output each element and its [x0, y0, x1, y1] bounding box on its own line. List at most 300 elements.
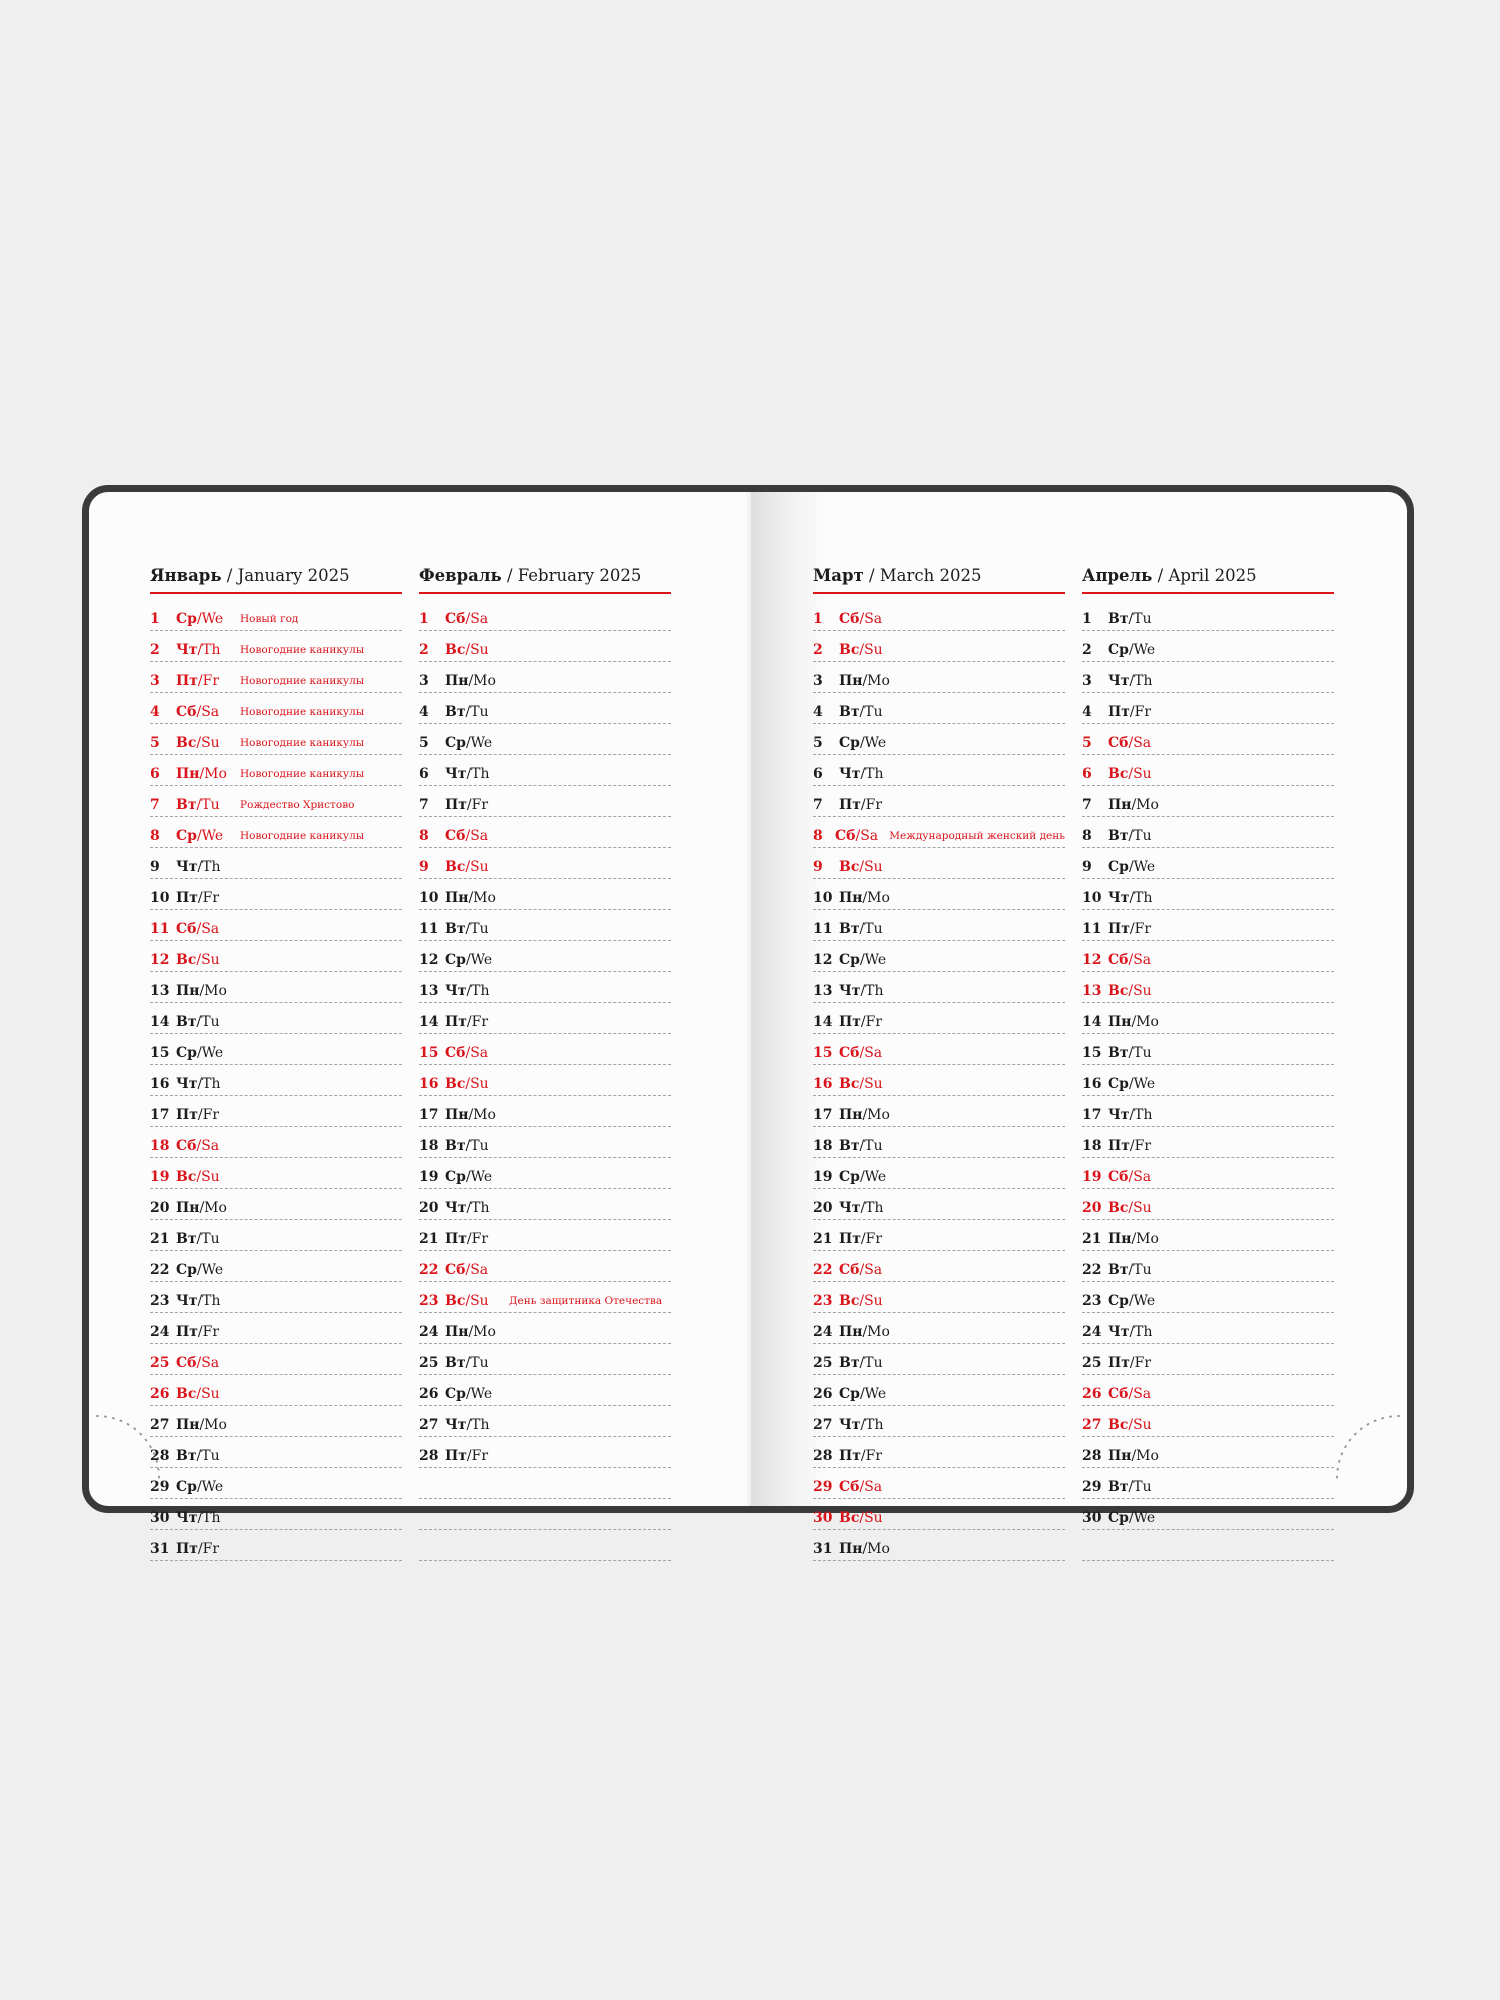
day-row	[150, 1128, 402, 1158]
weekday-en: /Mo	[199, 1417, 227, 1433]
weekday-en: /We	[465, 1386, 493, 1402]
day-number: 31	[813, 1541, 833, 1557]
day-list	[813, 601, 1065, 1561]
weekday-en: /Mo	[199, 983, 227, 999]
day-number: 7	[150, 797, 160, 813]
weekday	[1108, 1386, 1172, 1402]
day-row	[419, 787, 671, 817]
weekday-en: /Tu	[1128, 1045, 1152, 1061]
weekday-en: /Mo	[1131, 1231, 1159, 1247]
weekday-ru: Вт	[176, 1014, 197, 1030]
day-row	[150, 1500, 402, 1530]
weekday-ru: Пт	[176, 1541, 198, 1557]
weekday	[839, 890, 903, 906]
weekday	[1108, 1355, 1172, 1371]
day-number: 7	[1082, 797, 1092, 813]
weekday-ru: Ср	[1108, 859, 1129, 875]
day-number: 12	[150, 952, 170, 968]
weekday-ru: Сб	[445, 828, 466, 844]
weekday	[445, 1355, 509, 1371]
weekday-ru: Вт	[1108, 828, 1129, 844]
day-number: 28	[813, 1448, 833, 1464]
weekday	[445, 735, 509, 751]
weekday	[835, 828, 889, 844]
weekday-ru: Ср	[839, 1386, 860, 1402]
weekday-en: /Sa	[1128, 952, 1152, 968]
month-april	[1082, 565, 1334, 1562]
day-number: 21	[1082, 1231, 1102, 1247]
weekday-ru: Ср	[445, 1386, 466, 1402]
day-number: 27	[813, 1417, 833, 1433]
weekday-ru: Вс	[839, 1076, 860, 1092]
weekday-ru: Чт	[445, 1417, 467, 1433]
weekday-ru: Пн	[839, 673, 863, 689]
day-row	[419, 1314, 671, 1344]
day-number: 5	[419, 735, 429, 751]
weekday-ru: Пн	[839, 1324, 863, 1340]
weekday	[445, 611, 509, 627]
day-number: 2	[813, 642, 823, 658]
day-row	[150, 1252, 402, 1282]
day-number: 3	[150, 673, 160, 689]
day-number: 5	[813, 735, 823, 751]
weekday-en: /Su	[859, 1293, 883, 1309]
weekday	[445, 828, 509, 844]
month-march	[813, 565, 1065, 1562]
day-number: 25	[419, 1355, 439, 1371]
day-number: 8	[150, 828, 160, 844]
weekday-en: /Mo	[862, 1107, 890, 1123]
weekday-en: /Fr	[1129, 1138, 1152, 1154]
day-number: 12	[419, 952, 439, 968]
weekday-ru: Пн	[1108, 797, 1132, 813]
day-row	[1082, 1004, 1334, 1034]
weekday-ru: Пн	[1108, 1231, 1132, 1247]
day-row	[1082, 1314, 1334, 1344]
weekday-en: /Tu	[465, 704, 489, 720]
day-number: 19	[150, 1169, 170, 1185]
day-row	[1082, 942, 1334, 972]
weekday-ru: Чт	[839, 983, 861, 999]
day-number: 18	[419, 1138, 439, 1154]
day-list	[1082, 601, 1334, 1561]
weekday-en: /Su	[1128, 983, 1152, 999]
day-row	[150, 1469, 402, 1499]
weekday-en: /Th	[466, 1200, 490, 1216]
day-row	[813, 1407, 1065, 1437]
weekday-en: /Tu	[859, 1138, 883, 1154]
weekday-en: /Th	[1129, 1107, 1153, 1123]
day-row	[1082, 1469, 1334, 1499]
weekday	[839, 766, 903, 782]
weekday-ru: Чт	[1108, 1324, 1130, 1340]
weekday-ru: Ср	[445, 735, 466, 751]
day-row	[419, 942, 671, 972]
weekday-ru: Чт	[839, 766, 861, 782]
weekday	[176, 1045, 240, 1061]
weekday	[445, 890, 509, 906]
weekday	[1108, 1076, 1172, 1092]
day-row	[1082, 1283, 1334, 1313]
weekday-ru: Чт	[1108, 890, 1130, 906]
weekday	[1108, 921, 1172, 937]
day-row	[1082, 1190, 1334, 1220]
weekday-en: /We	[859, 1386, 887, 1402]
day-number: 30	[813, 1510, 833, 1526]
day-number: 20	[419, 1200, 439, 1216]
weekday-en: /Mo	[1131, 1014, 1159, 1030]
day-row	[1082, 818, 1334, 848]
weekday-ru: Сб	[1108, 1386, 1129, 1402]
day-number: 11	[813, 921, 833, 937]
day-row	[813, 756, 1065, 786]
weekday-ru: Чт	[176, 642, 198, 658]
day-row	[419, 1190, 671, 1220]
weekday	[1108, 1200, 1172, 1216]
weekday-ru: Пт	[1108, 704, 1130, 720]
weekday-en: /Tu	[859, 921, 883, 937]
weekday	[445, 1200, 509, 1216]
day-number: 3	[813, 673, 823, 689]
weekday	[839, 1293, 903, 1309]
weekday-ru: Вт	[445, 1355, 466, 1371]
day-number: 17	[813, 1107, 833, 1123]
day-number: 27	[1082, 1417, 1102, 1433]
weekday	[839, 797, 903, 813]
weekday	[445, 1045, 509, 1061]
weekday	[839, 983, 903, 999]
day-row	[1082, 911, 1334, 941]
weekday-ru: Пт	[1108, 921, 1130, 937]
day-row	[813, 1128, 1065, 1158]
weekday-en: /Th	[197, 1076, 221, 1092]
day-row	[150, 1004, 402, 1034]
day-row	[1082, 880, 1334, 910]
day-number: 4	[419, 704, 429, 720]
weekday-ru: Пт	[176, 673, 198, 689]
month-header	[813, 565, 1065, 594]
weekday	[445, 1014, 509, 1030]
weekday-ru: Пт	[176, 890, 198, 906]
weekday-ru: Вт	[1108, 1262, 1129, 1278]
day-number: 28	[150, 1448, 170, 1464]
weekday-en: /Fr	[197, 890, 220, 906]
weekday	[839, 1045, 903, 1061]
day-row	[813, 601, 1065, 631]
weekday-en: /Tu	[859, 704, 883, 720]
weekday-en: /Fr	[466, 1448, 489, 1464]
day-row	[150, 849, 402, 879]
day-number: 24	[150, 1324, 170, 1340]
weekday	[445, 1293, 509, 1309]
day-number: 13	[813, 983, 833, 999]
day-number: 1	[1082, 611, 1092, 627]
weekday-en: /We	[196, 1045, 224, 1061]
weekday-en: /Su	[196, 1386, 220, 1402]
day-row	[1082, 1345, 1334, 1375]
weekday-ru: Пн	[445, 673, 469, 689]
planner-spread	[82, 485, 1414, 1557]
weekday-en: /We	[1128, 1293, 1156, 1309]
day-number: 26	[813, 1386, 833, 1402]
day-number: 4	[1082, 704, 1092, 720]
day-row	[1082, 725, 1334, 755]
weekday-ru: Чт	[176, 1293, 198, 1309]
weekday-ru: Вт	[176, 1231, 197, 1247]
day-number: 30	[1082, 1510, 1102, 1526]
day-row	[419, 1376, 671, 1406]
day-row	[150, 1159, 402, 1189]
weekday-en: /Mo	[468, 1107, 496, 1123]
weekday-ru: Сб	[1108, 735, 1129, 751]
day-row	[419, 1252, 671, 1282]
day-row	[813, 725, 1065, 755]
day-number: 11	[419, 921, 439, 937]
weekday-ru: Пн	[445, 1324, 469, 1340]
weekday-ru: Сб	[445, 1045, 466, 1061]
weekday	[839, 859, 903, 875]
weekday-en: /We	[1128, 642, 1156, 658]
day-number: 30	[150, 1510, 170, 1526]
weekday-ru: Вс	[1108, 1200, 1129, 1216]
weekday-en: /Su	[859, 859, 883, 875]
weekday-ru: Ср	[176, 1045, 197, 1061]
day-row	[1082, 1097, 1334, 1127]
day-row	[813, 787, 1065, 817]
weekday	[445, 983, 509, 999]
weekday	[176, 735, 240, 751]
day-row	[150, 1221, 402, 1251]
day-number: 27	[150, 1417, 170, 1433]
day-number: 20	[1082, 1200, 1102, 1216]
day-number: 9	[419, 859, 429, 875]
day-row	[813, 911, 1065, 941]
weekday-en: /Sa	[465, 1045, 489, 1061]
weekday-ru: Вс	[445, 642, 466, 658]
weekday	[1108, 859, 1172, 875]
day-number: 29	[150, 1479, 170, 1495]
day-number: 9	[1082, 859, 1092, 875]
day-row	[813, 1035, 1065, 1065]
day-row	[150, 1345, 402, 1375]
weekday	[445, 642, 509, 658]
day-row	[150, 1097, 402, 1127]
weekday-en: /We	[196, 828, 224, 844]
weekday-ru: Ср	[839, 735, 860, 751]
month-name-ru: Февраль	[419, 566, 502, 585]
weekday	[176, 859, 240, 875]
weekday-ru: Вс	[176, 1386, 197, 1402]
day-number: 14	[150, 1014, 170, 1030]
day-number: 10	[419, 890, 439, 906]
day-number: 8	[419, 828, 429, 844]
day-row	[419, 663, 671, 693]
day-row	[419, 911, 671, 941]
weekday-ru: Пн	[445, 890, 469, 906]
weekday-en: /Th	[1129, 1324, 1153, 1340]
day-number: 25	[150, 1355, 170, 1371]
weekday-en: /Fr	[860, 1448, 883, 1464]
weekday-en: /Sa	[859, 1479, 883, 1495]
day-number: 19	[419, 1169, 439, 1185]
weekday-ru: Сб	[176, 1355, 197, 1371]
day-row	[419, 1221, 671, 1251]
day-number: 16	[150, 1076, 170, 1092]
day-number: 9	[150, 859, 160, 875]
day-row	[1082, 694, 1334, 724]
weekday-en: /Mo	[199, 1200, 227, 1216]
weekday-en: /Th	[860, 766, 884, 782]
day-row	[150, 942, 402, 972]
empty-row	[419, 1531, 671, 1561]
weekday	[839, 1510, 903, 1526]
weekday	[176, 1138, 240, 1154]
weekday	[1108, 1510, 1172, 1526]
weekday-ru: Вс	[176, 1169, 197, 1185]
weekday-en: /Su	[859, 1510, 883, 1526]
day-row	[1082, 632, 1334, 662]
day-number: 21	[419, 1231, 439, 1247]
day-number: 6	[150, 766, 160, 782]
day-number: 12	[1082, 952, 1102, 968]
weekday-en: /Mo	[468, 1324, 496, 1340]
weekday-ru: Вс	[176, 952, 197, 968]
day-list	[419, 601, 671, 1561]
day-number: 21	[150, 1231, 170, 1247]
month-name-en: / April 2025	[1157, 566, 1257, 585]
day-row	[1082, 1500, 1334, 1530]
weekday	[1108, 704, 1172, 720]
weekday	[839, 1200, 903, 1216]
weekday-ru: Вт	[445, 921, 466, 937]
day-number: 16	[813, 1076, 833, 1092]
weekday-ru: Ср	[839, 952, 860, 968]
weekday-ru: Чт	[445, 1200, 467, 1216]
weekday-en: /Tu	[196, 1231, 220, 1247]
day-row	[150, 1066, 402, 1096]
day-row	[150, 818, 402, 848]
weekday-ru: Пт	[1108, 1138, 1130, 1154]
weekday-en: /Sa	[859, 1045, 883, 1061]
weekday	[1108, 1014, 1172, 1030]
day-number: 17	[419, 1107, 439, 1123]
weekday-en: /Th	[1129, 890, 1153, 906]
weekday	[176, 1231, 240, 1247]
weekday-ru: Ср	[445, 952, 466, 968]
weekday-ru: Чт	[176, 1076, 198, 1092]
weekday-ru: Чт	[445, 983, 467, 999]
weekday-en: /We	[196, 1262, 224, 1278]
weekday-ru: Вс	[839, 859, 860, 875]
weekday-ru: Сб	[1108, 1169, 1129, 1185]
day-row	[150, 1531, 402, 1561]
weekday-ru: Вт	[839, 1355, 860, 1371]
weekday-en: /Th	[466, 983, 490, 999]
day-row	[419, 725, 671, 755]
weekday	[176, 1541, 240, 1557]
weekday	[839, 1541, 903, 1557]
weekday	[445, 1324, 509, 1340]
day-number: 22	[813, 1262, 833, 1278]
weekday	[1108, 952, 1172, 968]
weekday-en: /We	[465, 1169, 493, 1185]
weekday	[445, 797, 509, 813]
day-number: 10	[813, 890, 833, 906]
day-number: 21	[813, 1231, 833, 1247]
day-number: 13	[150, 983, 170, 999]
day-row	[150, 725, 402, 755]
day-number: 24	[813, 1324, 833, 1340]
day-number: 13	[419, 983, 439, 999]
weekday-en: /Sa	[196, 921, 220, 937]
month-header	[419, 565, 671, 594]
day-number: 11	[1082, 921, 1102, 937]
weekday	[176, 611, 240, 627]
weekday	[176, 766, 240, 782]
weekday-ru: Вс	[445, 859, 466, 875]
day-number: 15	[1082, 1045, 1102, 1061]
weekday-ru: Вт	[1108, 1045, 1129, 1061]
weekday-ru: Сб	[176, 704, 197, 720]
day-number: 28	[419, 1448, 439, 1464]
weekday-en: /Th	[860, 1200, 884, 1216]
weekday-ru: Сб	[176, 1138, 197, 1154]
day-row	[813, 1438, 1065, 1468]
weekday-en: /Sa	[1128, 1169, 1152, 1185]
weekday-en: /Fr	[197, 673, 220, 689]
weekday	[176, 797, 240, 813]
day-row	[1082, 1252, 1334, 1282]
day-number: 2	[419, 642, 429, 658]
weekday	[176, 1014, 240, 1030]
weekday-ru: Пн	[176, 1417, 200, 1433]
weekday-en: /Th	[197, 1510, 221, 1526]
day-number: 25	[1082, 1355, 1102, 1371]
day-row	[150, 632, 402, 662]
weekday-ru: Пн	[176, 1200, 200, 1216]
weekday	[176, 952, 240, 968]
day-row	[419, 632, 671, 662]
weekday-en: /Tu	[1128, 1262, 1152, 1278]
weekday	[1108, 1479, 1172, 1495]
month-name-en: / January 2025	[226, 566, 350, 585]
weekday-en: /Th	[860, 1417, 884, 1433]
day-number: 17	[150, 1107, 170, 1123]
day-row	[813, 942, 1065, 972]
weekday-en: /Tu	[196, 797, 220, 813]
day-number: 13	[1082, 983, 1102, 999]
day-row	[813, 1190, 1065, 1220]
day-row	[1082, 849, 1334, 879]
day-number: 20	[150, 1200, 170, 1216]
weekday-ru: Пн	[445, 1107, 469, 1123]
weekday-ru: Сб	[445, 611, 466, 627]
weekday-en: /Su	[859, 642, 883, 658]
month-name-ru: Апрель	[1082, 566, 1153, 585]
empty-row	[419, 1469, 671, 1499]
day-number: 7	[813, 797, 823, 813]
weekday-en: /Sa	[1128, 735, 1152, 751]
month-name-en: / February 2025	[506, 566, 642, 585]
holiday-note: Новогодние каникулы	[240, 644, 365, 656]
weekday-ru: Вс	[1108, 1417, 1129, 1433]
weekday-en: /Mo	[468, 673, 496, 689]
weekday	[445, 1262, 509, 1278]
day-row	[419, 818, 671, 848]
weekday-en: /Fr	[197, 1324, 220, 1340]
weekday-en: /Mo	[862, 890, 890, 906]
day-row	[1082, 1035, 1334, 1065]
